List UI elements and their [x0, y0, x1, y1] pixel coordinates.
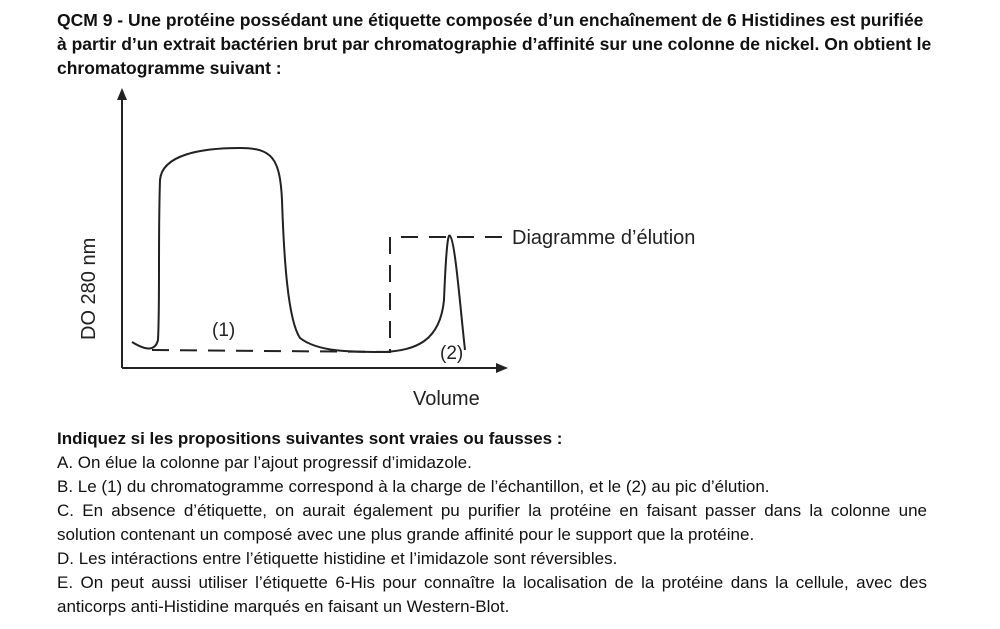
proposition-d: D. Les intéractions entre l’étiquette histidine et l’imidazole sont réversibles.	[57, 549, 618, 568]
absorbance-curve	[132, 148, 465, 352]
elution-gradient	[152, 237, 506, 352]
x-axis-label: Volume	[413, 388, 480, 410]
y-axis-label: DO 280 nm	[78, 237, 100, 340]
question-title: QCM 9 - Une protéine possédant une étiquette composée d’un enchaînement de 6 Histidines est purifiée à partir d’un extrait bactérien brut par chromatographie d’affinité sur une colonne de nickel. On obtient le chromatogramme suivant :	[57, 10, 932, 78]
y-axis-arrow	[117, 88, 127, 100]
x-axis-arrow	[496, 363, 508, 373]
instructions: Indiquez si les propositions suivantes sont vraies ou fausses :	[57, 429, 563, 448]
proposition-e: E. On peut aussi utiliser l’étiquette 6-His pour connaître la localisation de la protéine dans la cellule, avec des anticorps anti-Histidine marqués en faisant un Western-Blot.	[57, 573, 927, 616]
proposition-b: B. Le (1) du chromatogramme correspond à la charge de l’échantillon, et le (2) au pic d’élution.	[57, 477, 770, 496]
peak2-label: (2)	[440, 343, 464, 364]
peak1-label: (1)	[212, 320, 236, 341]
proposition-c: C. En absence d’étiquette, on aurait également pu purifier la protéine en faisant passer dans la colonne une solution contenant un composé avec une plus grande affinité pour le support que la protéine.	[57, 501, 927, 544]
propositions-list	[57, 451, 927, 619]
legend-label: Diagramme d’élution	[512, 227, 696, 249]
proposition-a: A. On élue la colonne par l’ajout progressif d’imidazole.	[57, 453, 472, 472]
